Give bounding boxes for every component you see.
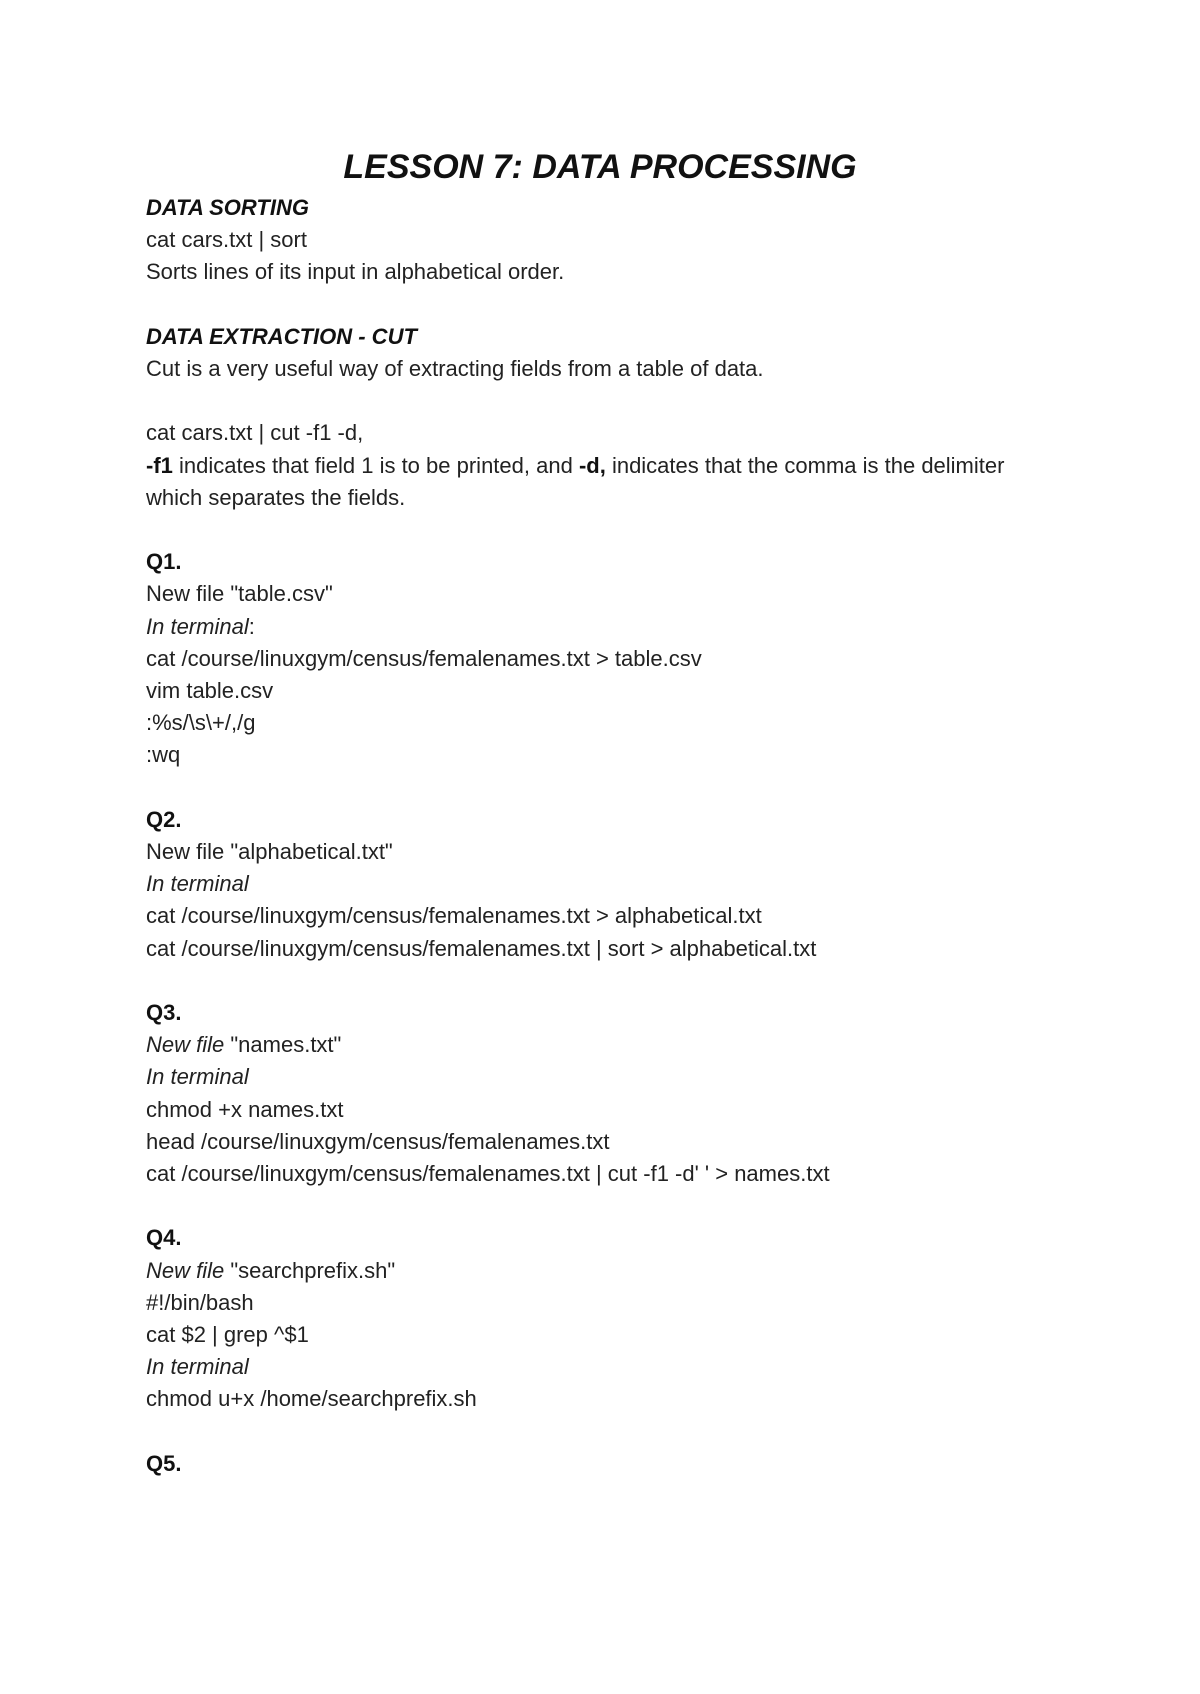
q4-script-line-2: cat $2 | grep ^$1 xyxy=(146,1322,309,1348)
section-heading-cut: DATA EXTRACTION - CUT xyxy=(146,323,417,349)
cut-explanation xyxy=(146,450,1066,514)
q3-line-1: chmod +x names.txt xyxy=(146,1096,344,1122)
q1-line-3: :%s/\s\+/,/g xyxy=(146,710,256,736)
q3-new-file-name: "names.txt" xyxy=(224,1032,342,1058)
flag-d: -d, xyxy=(578,452,606,478)
q4-new-file-label: New file xyxy=(146,1257,225,1283)
q1-in-terminal-label: In terminal xyxy=(146,613,249,639)
q3-line-2: head /course/linuxgym/census/femalenames.txt xyxy=(146,1128,610,1154)
cut-explanation-text-2: indicates that the comma is the delimiter which separates the fields. xyxy=(146,452,1005,510)
q3-new-file-label: New file xyxy=(146,1032,225,1058)
q4-terminal-line-1: chmod u+x /home/searchprefix.sh xyxy=(146,1386,477,1412)
q1-in-terminal xyxy=(146,611,1066,643)
sorting-command: cat cars.txt | sort xyxy=(146,227,307,253)
q2-new-file: New file "alphabetical.txt" xyxy=(146,839,393,864)
question-label-q3: Q3. xyxy=(146,1000,182,1025)
q4-in-terminal: In terminal xyxy=(146,1354,249,1380)
flag-f1: -f1 xyxy=(146,452,173,478)
q2-in-terminal: In terminal xyxy=(146,871,249,897)
q1-in-terminal-colon: : xyxy=(248,613,255,639)
q1-line-4: :wq xyxy=(146,742,181,768)
q4-new-file xyxy=(146,1255,1066,1287)
question-label-q5: Q5. xyxy=(146,1450,182,1476)
page-title: LESSON 7: DATA PROCESSING xyxy=(343,148,857,186)
q2-line-1: cat /course/linuxgym/census/femalenames.txt > alphabetical.txt xyxy=(146,903,762,929)
question-label-q4: Q4. xyxy=(146,1225,182,1251)
q3-line-3: cat /course/linuxgym/census/femalenames.txt | cut -f1 -d' ' > names.txt xyxy=(146,1161,830,1187)
q1-line-1: cat /course/linuxgym/census/femalenames.txt > table.csv xyxy=(146,645,702,671)
spacer xyxy=(146,772,1066,804)
spacer xyxy=(146,289,1066,321)
q3-new-file xyxy=(146,1029,1066,1061)
document-body xyxy=(146,192,1066,1480)
cut-command: cat cars.txt | cut -f1 -d, xyxy=(146,420,364,446)
cut-explanation-text-1: indicates that field 1 is to be printed, and xyxy=(172,452,579,478)
q3-in-terminal: In terminal xyxy=(146,1064,249,1090)
q4-new-file-name: "searchprefix.sh" xyxy=(224,1257,396,1283)
sorting-description: Sorts lines of its input in alphabetical order. xyxy=(146,259,565,285)
q2-line-2: cat /course/linuxgym/census/femalenames.txt | sort > alphabetical.txt xyxy=(146,935,817,961)
question-label-q1: Q1. xyxy=(146,549,182,575)
q1-line-2: vim table.csv xyxy=(146,678,274,703)
cut-description: Cut is a very useful way of extracting fields from a table of data. xyxy=(146,356,764,381)
spacer xyxy=(146,965,1066,997)
q4-script-line-1: #!/bin/bash xyxy=(146,1289,254,1315)
spacer xyxy=(146,1190,1066,1222)
question-label-q2: Q2. xyxy=(146,806,182,832)
q1-new-file: New file "table.csv" xyxy=(146,581,333,607)
spacer xyxy=(146,1416,1066,1448)
spacer xyxy=(146,514,1066,546)
spacer xyxy=(146,385,1066,417)
section-heading-sorting: DATA SORTING xyxy=(146,195,309,220)
